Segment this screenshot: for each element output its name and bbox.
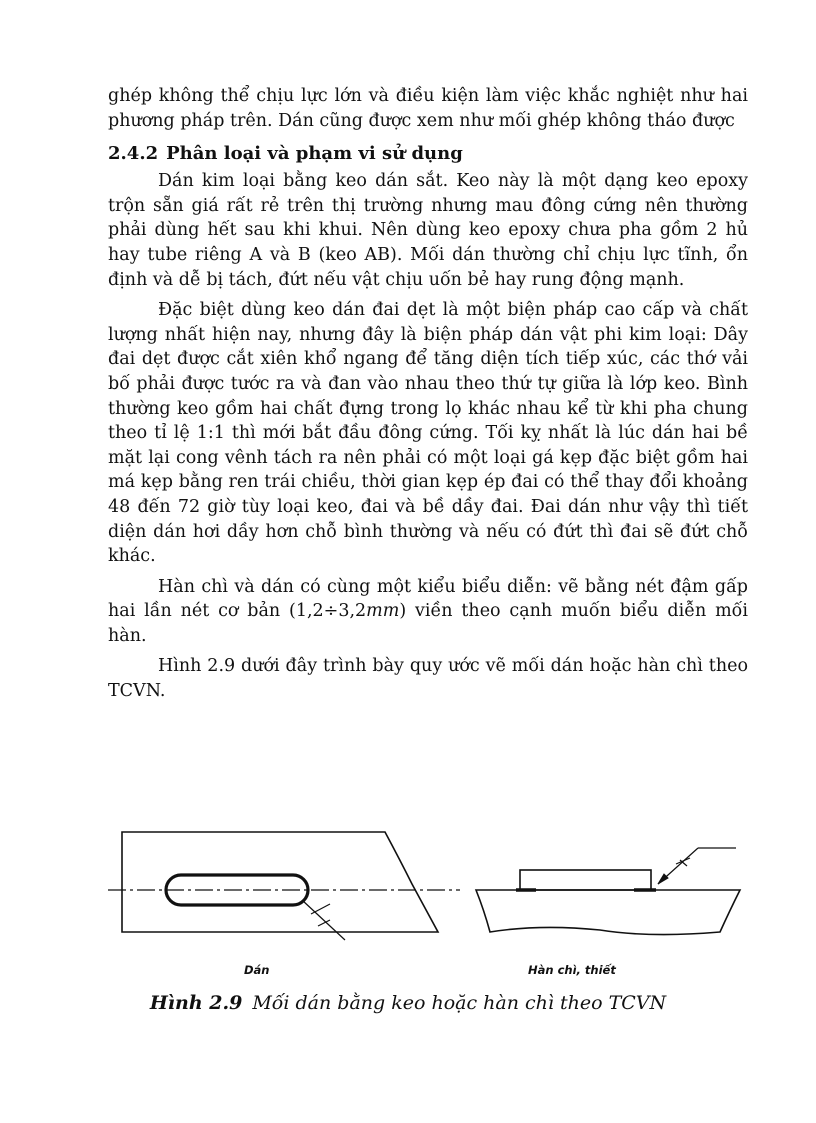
paragraph-solder-representation bbox=[108, 575, 748, 649]
figure-2-9 bbox=[0, 820, 816, 1060]
paragraph-continued: ghép không thể chịu lực lớn và điều kiện làm việc khắc nghiệt như hai phương pháp trên. Dán cũng được xem như mối ghép không tháo được bbox=[108, 86, 748, 131]
figure-label-solder: Hàn chì, thiết bbox=[528, 963, 616, 977]
figure-label-glue: Dán bbox=[244, 963, 270, 977]
section-title: Phân loại và phạm vi sử dụng bbox=[166, 143, 463, 165]
unit-mm: mm bbox=[366, 601, 400, 622]
paragraph-glue-metal: Dán kim loại bằng keo dán sắt. Keo này là một dạng keo epoxy trộn sẵn giá rất rẻ trên thị trường nhưng mau đông cứng nên thường phải dùng hết sau khi khui. Nên dùng keo epoxy chưa pha gồm 2 hủ hay tube riêng A và B (keo AB). Mối dán thường chỉ chịu lực tĩnh, ổn định và dễ bị tách, đứt nếu vật chịu uốn bẻ hay rung động mạnh. bbox=[108, 171, 748, 290]
figure-caption-text: Mối dán bằng keo hoặc hàn chì theo TCVN bbox=[252, 992, 667, 1014]
paragraph-solder-part-b: ) viền theo cạnh muốn biểu diễn mối hàn. bbox=[108, 601, 748, 646]
paragraph-solder-part-a: Hàn chì và dán có cùng một kiểu biểu diễn: vẽ bằng nét đậm gấp hai lần nét cơ bản (1,2÷3,2 bbox=[108, 576, 748, 622]
paragraph-flat-belt: Đặc biệt dùng keo dán đai dẹt là một biện pháp cao cấp và chất lượng nhất hiện nay, nhưng đây là biện pháp dán vật phi kim loại: Dây đai dẹt được cắt xiên khổ ngang để tăng diện tích tiếp xúc, các thớ vải bố phải được tước ra và đan vào nhau theo thứ tự giữa là lớp keo. Bình thường keo gồm hai chất đựng trong lọ khác nhau kể từ khi pha chung theo tỉ lệ 1:1 thì mới bắt đầu đông cứng. Tối kỵ nhất là lúc dán hai bề mặt lại cong vênh tách ra nên phải có một loại gá kẹp đặc biệt gồm hai má kẹp bằng ren trái chiều, thời gian kẹp ép đai có thể thay đổi khoảng 48 đến 72 giờ tùy loại keo, đai và bề dầy đai. Đai dán như vậy thì tiết diện dán hơi dầy hơn chỗ bình thường và nếu có đứt thì đai sẽ đứt chỗ khác. bbox=[108, 300, 748, 567]
section-number: 2.4.2 bbox=[108, 143, 159, 165]
paragraph-figure-intro: Hình 2.9 dưới đây trình bày quy ước vẽ mối dán hoặc hàn chì theo TCVN. bbox=[108, 656, 748, 702]
figure-caption-label: Hình 2.9 bbox=[149, 992, 243, 1014]
glue-joint-drawing bbox=[108, 832, 460, 940]
solder-joint-drawing bbox=[476, 848, 740, 935]
figure-caption bbox=[0, 992, 816, 1014]
section-heading bbox=[108, 141, 748, 167]
figure-drawing bbox=[0, 820, 816, 1060]
document-page bbox=[108, 84, 748, 704]
